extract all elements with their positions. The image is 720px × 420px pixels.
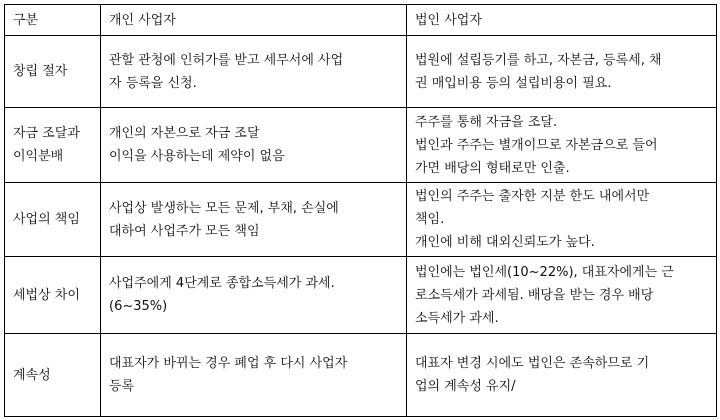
- table-row: [5, 334, 717, 417]
- cell-line: 법인에는 법인세(10~22%), 대표자에게는 근: [415, 264, 674, 280]
- cell-line: 업의 계속성 유지/: [415, 379, 516, 394]
- header-individual: 개인 사업자: [101, 5, 407, 36]
- cell-line: 주주를 통해 자금을 조달.: [415, 114, 558, 130]
- corporate-cell: [407, 36, 717, 108]
- cell-line: 책임.: [415, 212, 445, 227]
- row-category: [5, 257, 101, 334]
- individual-cell: [101, 36, 407, 108]
- cell-line: 대하여 사업주가 모든 책임: [109, 223, 260, 239]
- cell-line: 사업의 책임: [13, 212, 80, 227]
- individual-cell: [101, 257, 407, 334]
- cell-line: 로소득세가 과세됨. 배당을 받는 경우 배당: [415, 287, 654, 303]
- cell-line: 자 등록을 신청.: [109, 75, 197, 91]
- cell-line: 이익분배: [13, 149, 64, 164]
- corporate-cell: [407, 257, 717, 334]
- cell-line: 법인과 주주는 별개이므로 자본금으로 들어: [415, 137, 658, 153]
- cell-line: 사업상 발생하는 모든 문제, 부채, 손실에: [109, 200, 339, 216]
- table-row: [5, 108, 717, 183]
- cell-line: 세법상 차이: [13, 287, 80, 303]
- cell-line: 권 매입비용 등의 설립비용이 필요.: [415, 75, 612, 91]
- header-category: 구분: [5, 5, 101, 36]
- cell-line: 법원에 설립등기를 하고, 자본금, 등록세, 채: [415, 52, 662, 68]
- row-category: [5, 334, 101, 417]
- cell-line: 이익을 사용하는데 제약이 없음: [109, 149, 285, 164]
- individual-cell: [101, 334, 407, 417]
- corporate-cell: [407, 108, 717, 183]
- row-category: [5, 36, 101, 108]
- cell-line: 자금 조달과: [13, 126, 80, 141]
- header-corporate: 법인 사업자: [407, 5, 717, 36]
- corporate-cell: [407, 334, 717, 417]
- cell-line: 대표자가 바뀌는 경우 폐업 후 다시 사업자: [109, 356, 348, 371]
- table-row: [5, 183, 717, 257]
- cell-line: 창립 절자: [13, 64, 68, 79]
- comparison-table: [4, 4, 717, 417]
- cell-line: 사업주에게 4단계로 종합소득세가 과세.: [109, 276, 335, 291]
- cell-line: 개인에 비해 대외신뢰도가 높다.: [415, 235, 595, 250]
- cell-line: 등록: [109, 379, 135, 394]
- table-row: [5, 36, 717, 108]
- cell-line: 계속성: [13, 367, 51, 383]
- cell-line: 대표자 변경 시에도 법인은 존속하므로 기: [415, 356, 650, 371]
- row-category: [5, 183, 101, 257]
- row-category: [5, 108, 101, 183]
- cell-line: 법인의 주주는 출자한 지분 한도 내에서만: [415, 189, 650, 204]
- cell-line: 관할 관청에 인허가를 받고 세무서에 사업: [109, 52, 344, 68]
- cell-line: 소득세가 과세.: [415, 310, 499, 326]
- individual-cell: [101, 108, 407, 183]
- cell-line: 가면 배당의 형태로만 인출.: [415, 160, 570, 176]
- table-row: [5, 257, 717, 334]
- cell-line: 개인의 자본으로 자금 조달: [109, 126, 260, 141]
- corporate-cell: [407, 183, 717, 257]
- cell-line: (6~35%): [109, 299, 168, 314]
- table-header-row: [5, 5, 717, 36]
- individual-cell: [101, 183, 407, 257]
